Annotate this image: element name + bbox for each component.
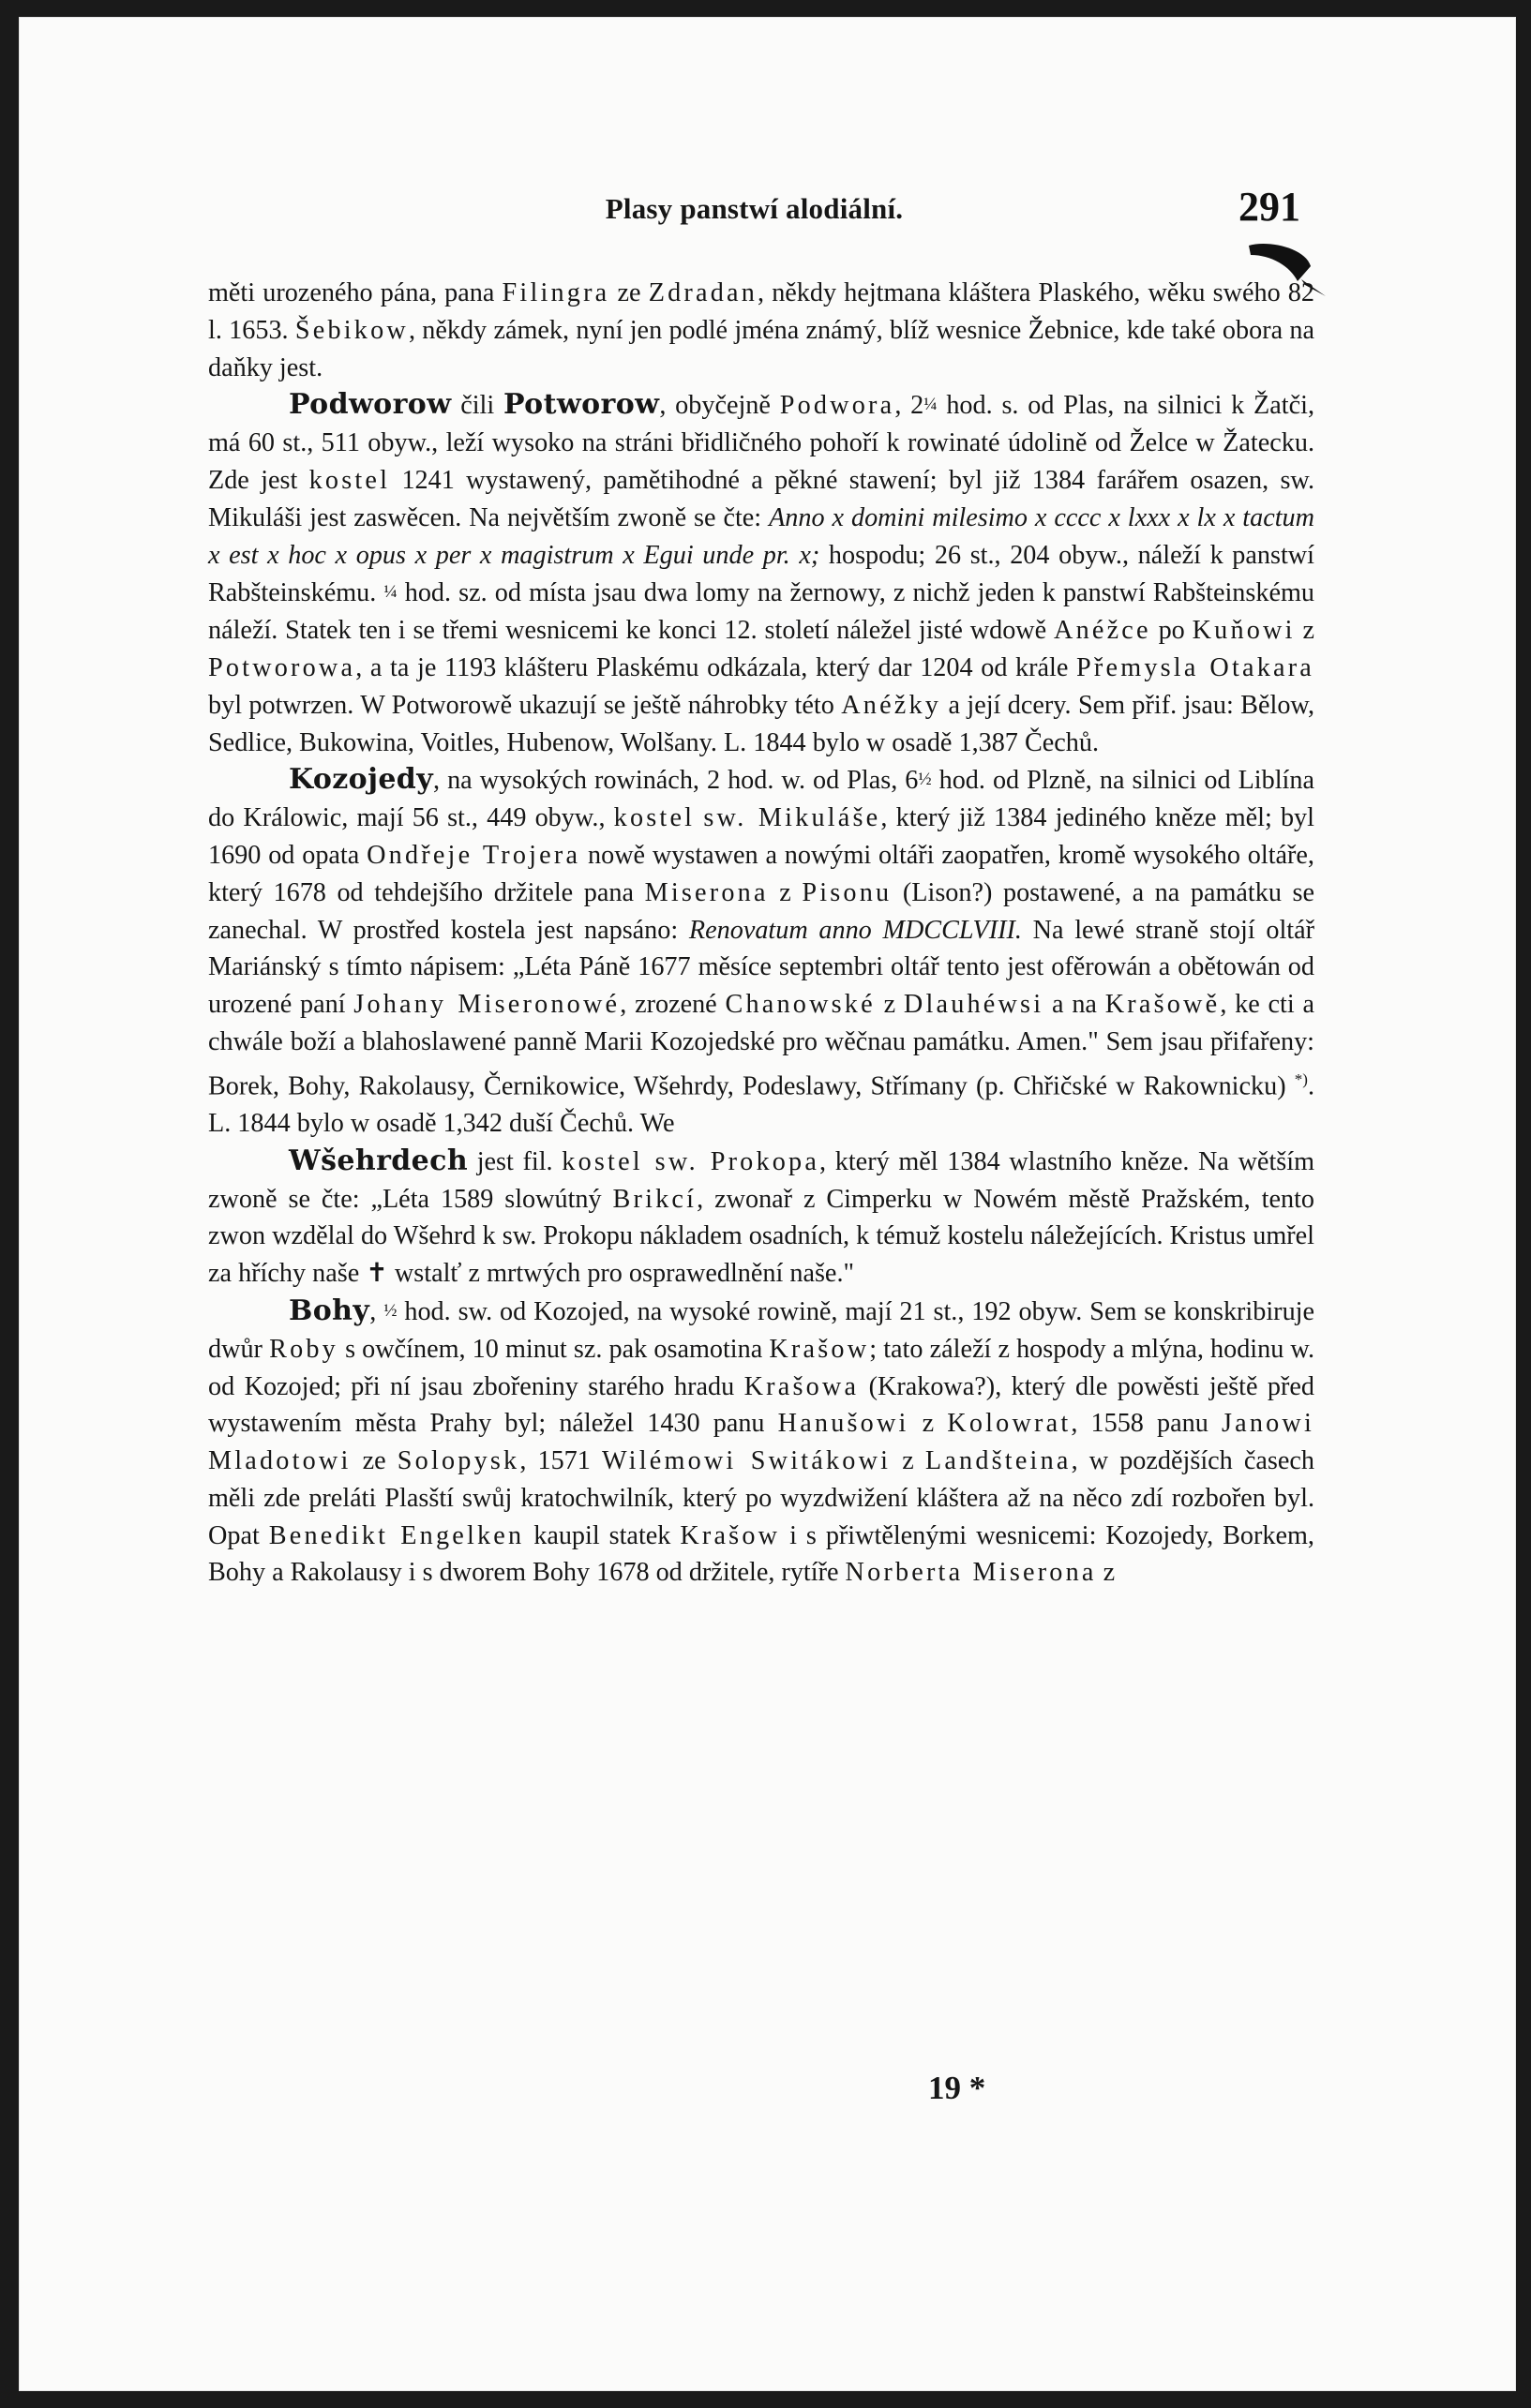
footnote-ref: *) [1294, 1069, 1308, 1088]
name-johany: Johany Miseronowé [353, 990, 621, 1020]
name-benedikt-engelken: Benedikt Engelken [268, 1520, 525, 1550]
text-run: (Krakowa?), který dle powěsti ještě před wystawením města Prahy byl; náležel 1430 panu [208, 1371, 1314, 1439]
text-run: hod. sw. od Kozojed, na wysoké rowině, mají 21 st., 192 obyw. Sem se konskribiruje dwůr [208, 1296, 1315, 1364]
text-run: hod. sz. od místa jsau dwa lomy na žernowy, z nichž jeden k panstwí Rabšteinskému náleží. Statek ten i se třemi wesnicemi ke konci 12. století náležel jisté wdowě [208, 578, 1314, 646]
name-mikulase: sw. Mikuláše [703, 803, 881, 833]
text-run: ze [351, 1446, 398, 1476]
paragraph-wsehrdech [208, 1143, 1314, 1293]
entry-heading-bohy: Bohy [289, 1294, 370, 1327]
text-run: , který již 1384 jediného kněze měl; byl 1690 od opata [208, 803, 1314, 870]
name-norberta-miserona: Norberta Miserona [845, 1558, 1097, 1588]
text-run: , 1558 panu [1071, 1409, 1222, 1439]
term-kostel: kostel [308, 465, 391, 495]
text-run: čili [451, 391, 504, 421]
name-miserona: Miserona [644, 877, 769, 907]
entry-heading-podworow: Podworow [289, 388, 452, 422]
name-hanusowi: Hanušowi [777, 1409, 909, 1439]
name-kolowrat: Kolowrat [947, 1409, 1072, 1439]
text-run: , zwonař z Cimperku w Nowém městě Pražském, tento zwon wzdělal do Wšehrd k sw. Prokopu nákladem osadních, k témuž kostelu náležejících. Kristus umřel za hříchy naše ✝ wstalť z mrtwých pro osprawedlnění naše." [208, 1184, 1314, 1289]
place-krasow: Krašow [680, 1520, 781, 1550]
term-kostel: kostel [613, 803, 696, 833]
text-run: byl potwrzen. W Potworowě ukazují se ještě náhrobky této [208, 690, 842, 720]
text-run: měti urozeného pána, pana [208, 278, 503, 307]
text-run: nowě wystawen a nowými oltáři zaopatřen, kromě wysokého oltáře, který 1678 od tehdejšího držitele pana [208, 840, 1314, 907]
page-header [208, 183, 1300, 239]
text-run: z [875, 990, 904, 1020]
name-janowi-mladotowi: Janowi Mladotowi [208, 1409, 1314, 1476]
paragraph-podworow [208, 386, 1314, 761]
text-run: . L. 1844 bylo w osadě 1,342 duší Čechů. We [208, 1071, 1314, 1138]
text-run: , 2 [894, 391, 924, 421]
signature-mark: 19 * [928, 2070, 986, 2106]
name-pisonu: Pisonu [802, 877, 893, 907]
text-run: , [369, 1296, 384, 1326]
text-run: hod. s. od Plas, na silnici k Žatči, má 60 st., 511 obyw., leží wysoko na stráni břidličného pohoří k rowinaté údolině od Želce w Žatecku. Zde jest [208, 391, 1315, 495]
name-anezce: Anéžce [1054, 616, 1151, 646]
text-run: Na lewé straně stojí oltář Mariánský s tímto nápisem: „Léta Páně 1677 měsíce septembri oltář tento jest ofěrowán a obětowán od urozené paní [208, 915, 1315, 1020]
paragraph-kozojedy [208, 761, 1314, 1142]
place-potworowa: Potworowa [208, 652, 356, 682]
text-run: z [1295, 616, 1315, 646]
text-run: , který měl 1384 wlastního kněze. Na wětším zwoně se čte: „Léta 1589 slowútný [208, 1146, 1314, 1214]
text-run: , na wysokých rowinách, 2 hod. w. od Plas, 6 [433, 766, 919, 796]
text-run: , w pozdějších časech měli zde preláti Plasští swůj kratochwilník, který po wyzdwižení kláštera až na něco zdí rozbořen byl. Opat [208, 1446, 1314, 1550]
text-run: kaupil statek [524, 1520, 681, 1550]
place-podwora: Podwora [779, 391, 895, 421]
place-landsteina: Landšteina [924, 1446, 1072, 1476]
text-run: z [1096, 1558, 1116, 1588]
running-head: Plasy panstwí alodiální. [605, 192, 904, 225]
text-run: ; tato záleží z hospody a mlýna, hodinu w. od Kozojed; při ní jsau zbořeniny starého hradu [208, 1334, 1315, 1401]
body-text [208, 275, 1314, 1592]
entry-heading-kozojedy: Kozojedy [289, 763, 434, 797]
paragraph-sebikow [208, 275, 1314, 386]
bell-inscription: Anno x domini milesimo x cccc x lxxx x lx x tactum x est x hoc x opus x per x magistrum x Egui unde pr. x; [208, 502, 1314, 570]
fraction: ½ [918, 770, 932, 790]
fraction: ¼ [383, 582, 398, 603]
text-run: z [891, 1446, 925, 1476]
text-run: , a ta je 1193 klášteru Plaskému odkázala, který dar 1204 od krále [355, 652, 1077, 682]
renovatum-inscription: Renovatum anno MDCCLVIII. [688, 915, 1022, 945]
fraction: ½ [383, 1300, 398, 1321]
text-run: hospodu; 26 st., 204 obyw., náleží k panstwí Rabšteinskému. [208, 540, 1314, 608]
text-run: , 1571 [519, 1446, 602, 1476]
text-run: a na [1043, 990, 1105, 1020]
name-anezky: Anéžky [841, 690, 942, 720]
place-roby: Roby [269, 1334, 338, 1364]
paragraph-bohy [208, 1293, 1314, 1592]
name-filingr: Filingra [502, 278, 610, 307]
text-run: hod. od Plzně, na silnici od Liblína do Králowic, mají 56 st., 449 obyw., [208, 766, 1314, 833]
text-run: (Lison?) postawené, a na památku se zanechal. W prostřed kostela jest napsáno: [208, 877, 1314, 945]
name-brikci: Brikcí [612, 1184, 698, 1214]
text-run: a její dcery. Sem přif. jsau: Bělow, Sedlice, Bukowina, Voitles, Hubenow, Wolšany. L. 1844 bylo w osadě 1,387 Čechů. [208, 690, 1314, 757]
place-sebikow: Šebikow [294, 315, 409, 345]
place-dlauhewsi: Dlauhéwsi [903, 990, 1044, 1020]
page-number: 291 [1238, 184, 1300, 230]
name-ondreje-trojera: Ondřeje Trojera [367, 840, 581, 870]
name-zdradan: Zdradan [648, 278, 758, 307]
text-run: i s přiwtělenými wesnicemi: Kozojedy, Borkem, Bohy a Rakolausy i s dworem Bohy 1678 od držitele, rytíře [208, 1520, 1314, 1588]
text-run: z [908, 1409, 948, 1439]
text-run: jest fil. [468, 1146, 563, 1176]
text-run: ze [609, 278, 649, 307]
place-krasowe: Krašowě [1104, 990, 1221, 1020]
text-run [695, 803, 703, 832]
place-krasow: Krašow [769, 1334, 870, 1364]
name-chanowske: Chanowské [725, 990, 876, 1020]
text-run: , obyčejně [659, 391, 780, 421]
text-run: 1241 wystawený, pamětihodné a pěkné stawení; byl již 1384 farářem osazen, sw. Mikuláši jest zaswěcen. Na největším zwoně se čte: [208, 465, 1314, 532]
place-krasowa: Krašowa [743, 1371, 860, 1401]
text-run: , někdy zámek, nyní jen podlé jména známý, blíž wesnice Žebnice, kde také obora na daňky jest. [208, 315, 1314, 382]
term-kostel-prokopa: kostel sw. Prokopa [562, 1146, 820, 1176]
text-run: s owčínem, 10 minut sz. pak osamotina [338, 1334, 770, 1364]
place-solopysk: Solopysk [397, 1446, 520, 1476]
text-run: , někdy hejtmana kláštera Plaského, wěku swého 82 l. 1653. [208, 278, 1314, 345]
entry-heading-potworow: Potworow [503, 388, 660, 422]
text-run: , zrozené [620, 990, 726, 1020]
text-run: po [1150, 616, 1193, 646]
text-run: , ke cti a chwále boží a blahoslawené panně Marii Kozojedské pro wěčnau památku. Amen." Sem jsau přifařeny: Borek, Bohy, Rakolausy, Černikowice, Wšehrdy, Podeslawy, Střímany (p. Chřičské w Rakownicku) [208, 990, 1314, 1101]
name-kunowi: Kuňowi [1192, 616, 1296, 646]
fraction: ¼ [923, 395, 938, 415]
text-run: z [768, 877, 803, 907]
entry-heading-wsehrdech: Wšehrdech [289, 1144, 469, 1177]
name-wilemowi-switakowi: Wilémowi Switákowi [602, 1446, 892, 1476]
name-premysl-otakar: Přemysla Otakara [1076, 652, 1314, 682]
